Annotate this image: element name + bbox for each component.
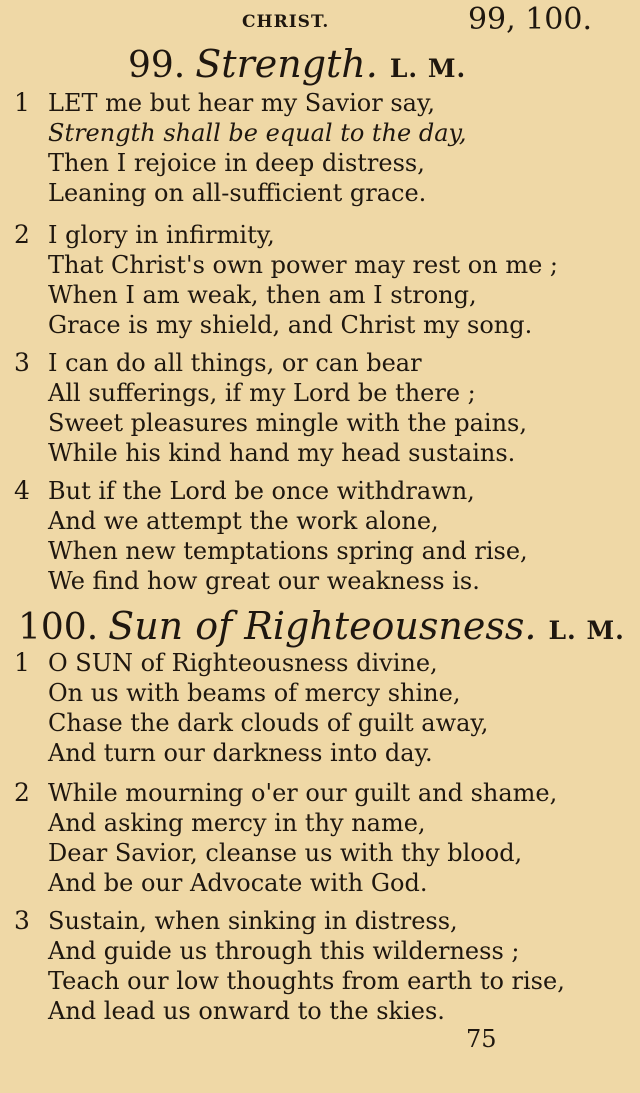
running-head-section: CHRIST. bbox=[242, 12, 330, 32]
stanza-number: 2 bbox=[14, 778, 30, 807]
verse-line: On us with beams of mercy shine, bbox=[48, 679, 461, 707]
hymn-number: 99. bbox=[128, 45, 186, 86]
verse-line: And guide us through this wilderness ; bbox=[48, 937, 520, 965]
verse-line: Sustain, when sinking in distress, bbox=[48, 907, 458, 935]
stanza-number: 3 bbox=[14, 348, 30, 377]
verse-line: I can do all things, or can bear bbox=[48, 349, 422, 377]
verse-line: Teach our low thoughts from earth to rise, bbox=[48, 967, 565, 995]
verse-line: O SUN of Righteousness divine, bbox=[48, 649, 438, 677]
stanza-number: 1 bbox=[14, 648, 30, 677]
verse-line: When I am weak, then am I strong, bbox=[48, 281, 477, 309]
verse-line: We find how great our weakness is. bbox=[48, 567, 480, 595]
page-number: 75 bbox=[466, 1025, 497, 1053]
verse-line: That Christ's own power may rest on me ; bbox=[48, 251, 558, 279]
verse-line: LET me but hear my Savior say, bbox=[48, 89, 435, 117]
hymn-name: Sun of Righteousness. bbox=[108, 604, 537, 648]
verse-line: And we attempt the work alone, bbox=[48, 507, 439, 535]
verse-line: Grace is my shield, and Christ my song. bbox=[48, 311, 533, 339]
hymn-number: 100. bbox=[18, 607, 99, 648]
stanza-number: 2 bbox=[14, 220, 30, 249]
hymn-99-title bbox=[128, 42, 466, 86]
stanza-number: 1 bbox=[14, 88, 30, 117]
stanza-number: 3 bbox=[14, 906, 30, 935]
verse-line: And lead us onward to the skies. bbox=[48, 997, 445, 1025]
verse-line: While mourning o'er our guilt and shame, bbox=[48, 779, 558, 807]
verse-line: But if the Lord be once withdrawn, bbox=[48, 477, 475, 505]
stanza-number: 4 bbox=[14, 476, 30, 505]
hymn-meter: L. M. bbox=[548, 616, 625, 645]
verse-line: And be our Advocate with God. bbox=[48, 869, 428, 897]
verse-line: Then I rejoice in deep distress, bbox=[48, 149, 425, 177]
hymn-100-title bbox=[18, 604, 625, 648]
verse-line: When new temptations spring and rise, bbox=[48, 537, 528, 565]
verse-line: Leaning on all-sufficient grace. bbox=[48, 179, 427, 207]
verse-line: And turn our darkness into day. bbox=[48, 739, 433, 767]
running-head-hymn-numbers: 99, 100. bbox=[467, 2, 592, 37]
verse-line: Dear Savior, cleanse us with thy blood, bbox=[48, 839, 523, 867]
hymn-name: Strength. bbox=[195, 42, 378, 86]
verse-line: I glory in infirmity, bbox=[48, 221, 275, 249]
verse-line: And asking mercy in thy name, bbox=[48, 809, 426, 837]
running-head bbox=[0, 2, 640, 36]
verse-line: Sweet pleasures mingle with the pains, bbox=[48, 409, 528, 437]
hymn-meter: L. M. bbox=[389, 54, 467, 83]
verse-line: Strength shall be equal to the day, bbox=[48, 119, 467, 147]
verse-line: While his kind hand my head sustains. bbox=[48, 439, 516, 467]
verse-line: All sufferings, if my Lord be there ; bbox=[48, 379, 476, 407]
verse-line: Chase the dark clouds of guilt away, bbox=[48, 709, 489, 737]
